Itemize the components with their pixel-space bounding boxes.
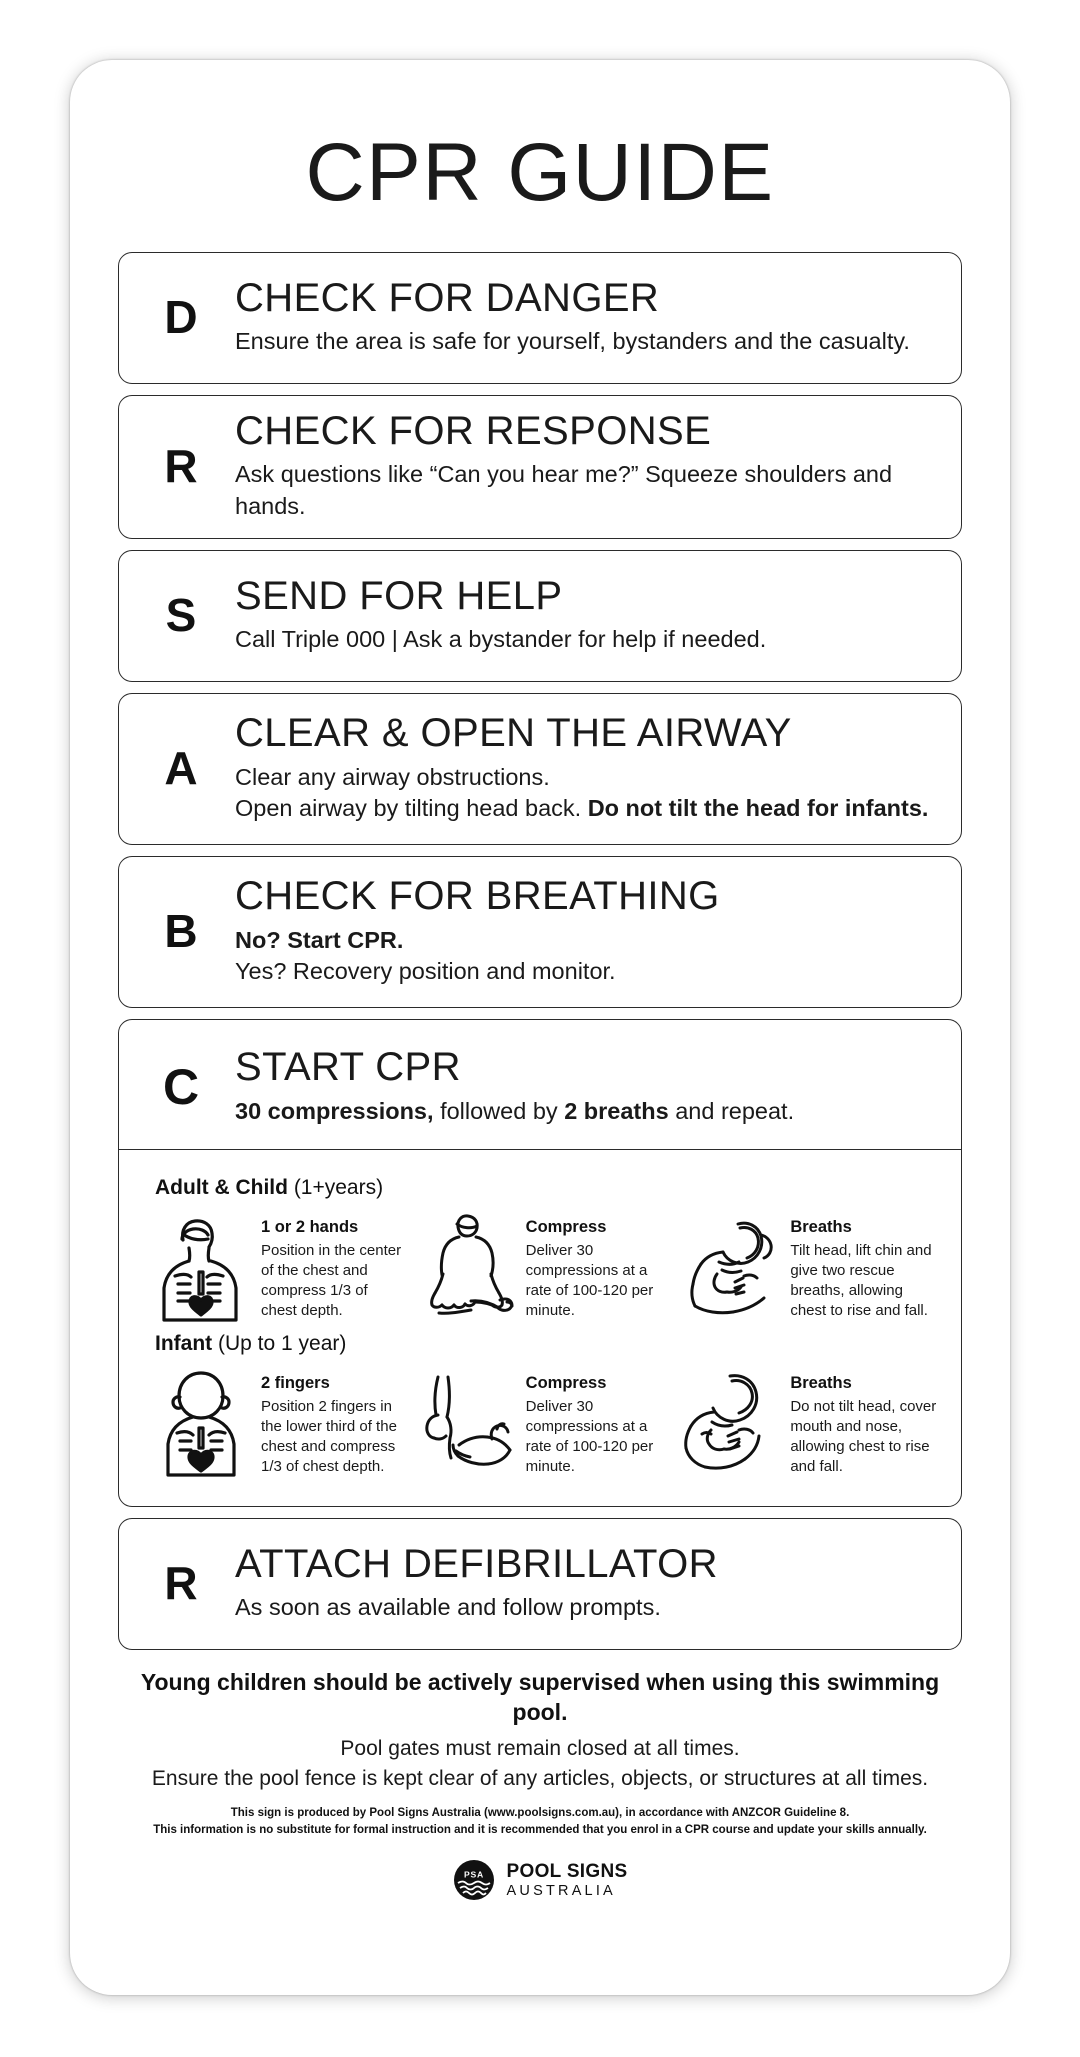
technique-item-adult-breaths <box>678 1210 937 1322</box>
step-card-airway <box>118 693 962 845</box>
group-title-adult-bold: Adult & Child <box>155 1176 288 1200</box>
infant-torso-heart-icon <box>149 1366 253 1478</box>
psa-logo-icon <box>453 1859 495 1901</box>
technique-label-adult-compress: Compress <box>525 1218 607 1237</box>
step-letter-s: S <box>165 589 197 642</box>
technique-item-infant-fingers <box>149 1366 408 1478</box>
page-title: CPR GUIDE <box>305 127 775 218</box>
step-line-response-1: Ask questions like “Can you hear me?” Squeeze shoulders and hands. <box>235 461 893 519</box>
step-line-send-help-1: Call Triple 000 | Ask a bystander for help if needed. <box>235 626 767 653</box>
adult-compression-icon <box>414 1210 518 1322</box>
cpr-summary-mid: followed by <box>433 1097 565 1124</box>
technique-item-adult-hands <box>149 1210 408 1322</box>
step-card-response <box>118 395 962 539</box>
brand-name: POOL SIGNS <box>506 1861 628 1883</box>
step-heading-airway: CLEAR & OPEN THE AIRWAY <box>235 711 792 756</box>
technique-desc-adult-compress: Deliver 30 compressions at a rate of 100-120 per minute. <box>525 1242 654 1319</box>
step-line-defibrillator-1: As soon as available and follow prompts. <box>235 1594 661 1621</box>
step-body-airway <box>225 712 943 824</box>
footer-supervision-warning: Young children should be actively supervised when using this swimming pool. <box>140 1669 940 1726</box>
footer-fine-print-2: This information is no substitute for formal instruction and it is recommended that you enrol in a CPR course and update your skills annually. <box>153 1823 927 1836</box>
step-line-danger-1: Ensure the area is safe for yourself, bystanders and the casualty. <box>235 327 910 354</box>
technique-group-title-adult <box>155 1176 937 1200</box>
step-heading-defibrillator: ATTACH DEFIBRILLATOR <box>235 1541 718 1586</box>
brand-subtitle: AUSTRALIA <box>506 1882 616 1899</box>
step-line-airway-1: Clear any airway obstructions. <box>235 763 550 790</box>
technique-desc-adult-hands: Position in the center of the chest and compress 1/3 of chest depth. <box>261 1242 402 1319</box>
step-body-defibrillator <box>225 1543 943 1624</box>
technique-item-adult-compress <box>414 1210 673 1322</box>
step-body-breathing <box>225 875 943 987</box>
technique-desc-infant-compress: Deliver 30 compressions at a rate of 100-120 per minute. <box>525 1398 654 1475</box>
technique-group-title-infant <box>155 1332 937 1356</box>
torso-heart-icon <box>149 1210 253 1322</box>
footer-fine-print-1: This sign is produced by Pool Signs Australia (www.poolsigns.com.au), in accordance with ANZCOR Guideline 8. <box>230 1806 850 1819</box>
step-heading-send-help: SEND FOR HELP <box>235 573 563 618</box>
technique-text-adult-compress <box>526 1210 673 1320</box>
step-letter-b: B <box>164 905 198 958</box>
technique-item-infant-breaths <box>678 1366 937 1478</box>
technique-label-infant-breaths: Breaths <box>790 1374 852 1393</box>
technique-text-adult-hands <box>261 1210 408 1320</box>
step-card-send-help <box>118 550 962 682</box>
technique-text-adult-breaths <box>790 1210 937 1320</box>
breathing-line1-bold: No? Start CPR. <box>235 926 404 953</box>
footer-rule-fence: Ensure the pool fence is kept clear of any articles, objects, or structures at all times. <box>151 1766 929 1790</box>
technique-text-infant-breaths <box>790 1366 937 1476</box>
footer-rule-gates: Pool gates must remain closed at all times. <box>340 1737 740 1761</box>
cpr-sign-card <box>70 60 1010 1995</box>
technique-item-infant-compress <box>414 1366 673 1478</box>
technique-label-adult-hands: 1 or 2 hands <box>261 1218 359 1237</box>
airway-line2-plain: Open airway by tilting head back. <box>235 795 588 822</box>
step-card-defibrillator <box>118 1518 962 1650</box>
technique-label-infant-compress: Compress <box>525 1374 607 1393</box>
step-heading-start-cpr: START CPR <box>235 1045 461 1090</box>
step-body-start-cpr <box>225 1046 943 1127</box>
adult-rescue-breath-icon <box>678 1210 782 1322</box>
group-title-infant-bold: Infant <box>155 1332 213 1356</box>
step-line-start-cpr-summary <box>235 1096 943 1127</box>
start-cpr-header <box>119 1020 961 1150</box>
footer <box>118 1650 962 1901</box>
brand-wordmark <box>507 1861 628 1899</box>
step-body-response <box>225 410 943 522</box>
airway-line2-bold: Do not tilt the head for infants. <box>587 795 929 822</box>
technique-text-infant-compress <box>526 1366 673 1476</box>
infant-rescue-breath-icon <box>678 1366 782 1478</box>
cpr-summary-bold-2: 2 breaths <box>564 1097 669 1124</box>
group-title-infant-rest: (Up to 1 year) <box>212 1332 347 1356</box>
step-letter-r: R <box>164 440 198 493</box>
step-letter-a: A <box>164 742 198 795</box>
brand-logo <box>128 1859 952 1901</box>
technique-text-infant-fingers <box>261 1366 408 1476</box>
infant-compression-icon <box>414 1366 518 1478</box>
step-heading-response: CHECK FOR RESPONSE <box>235 409 712 453</box>
technique-panel <box>119 1150 961 1506</box>
cpr-summary-end: and repeat. <box>668 1097 795 1124</box>
technique-row-infant <box>149 1366 937 1478</box>
step-card-start-cpr <box>118 1019 962 1507</box>
technique-desc-infant-breaths: Do not tilt head, cover mouth and nose, allowing chest to rise and fall. <box>790 1398 937 1475</box>
technique-desc-infant-fingers: Position 2 fingers in the lower third of the chest and compress 1/3 of chest depth. <box>261 1398 397 1475</box>
step-letter-defib: R <box>164 1557 198 1610</box>
technique-desc-adult-breaths: Tilt head, lift chin and give two rescue breaths, allowing chest to rise and fall. <box>790 1242 932 1319</box>
step-line-breathing-1 <box>235 925 943 956</box>
technique-row-adult <box>149 1210 937 1322</box>
step-line-breathing-2: Yes? Recovery position and monitor. <box>235 958 616 985</box>
technique-label-adult-breaths: Breaths <box>790 1218 852 1237</box>
step-heading-danger: CHECK FOR DANGER <box>235 275 660 320</box>
group-title-adult-rest: (1+years) <box>287 1176 384 1200</box>
technique-label-infant-fingers: 2 fingers <box>261 1374 330 1393</box>
svg-text:PSA: PSA <box>463 1869 484 1880</box>
step-body-danger <box>225 277 943 358</box>
cpr-summary-bold-1: 30 compressions, <box>235 1097 434 1124</box>
step-card-breathing <box>118 856 962 1008</box>
step-letter-c: C <box>162 1058 200 1115</box>
drsabcd-steps-list <box>118 252 962 1650</box>
step-card-danger <box>118 252 962 384</box>
step-body-send-help <box>225 575 943 656</box>
step-heading-breathing: CHECK FOR BREATHING <box>235 874 720 919</box>
step-letter-d: D <box>164 291 198 343</box>
step-line-airway-2 <box>235 793 943 824</box>
